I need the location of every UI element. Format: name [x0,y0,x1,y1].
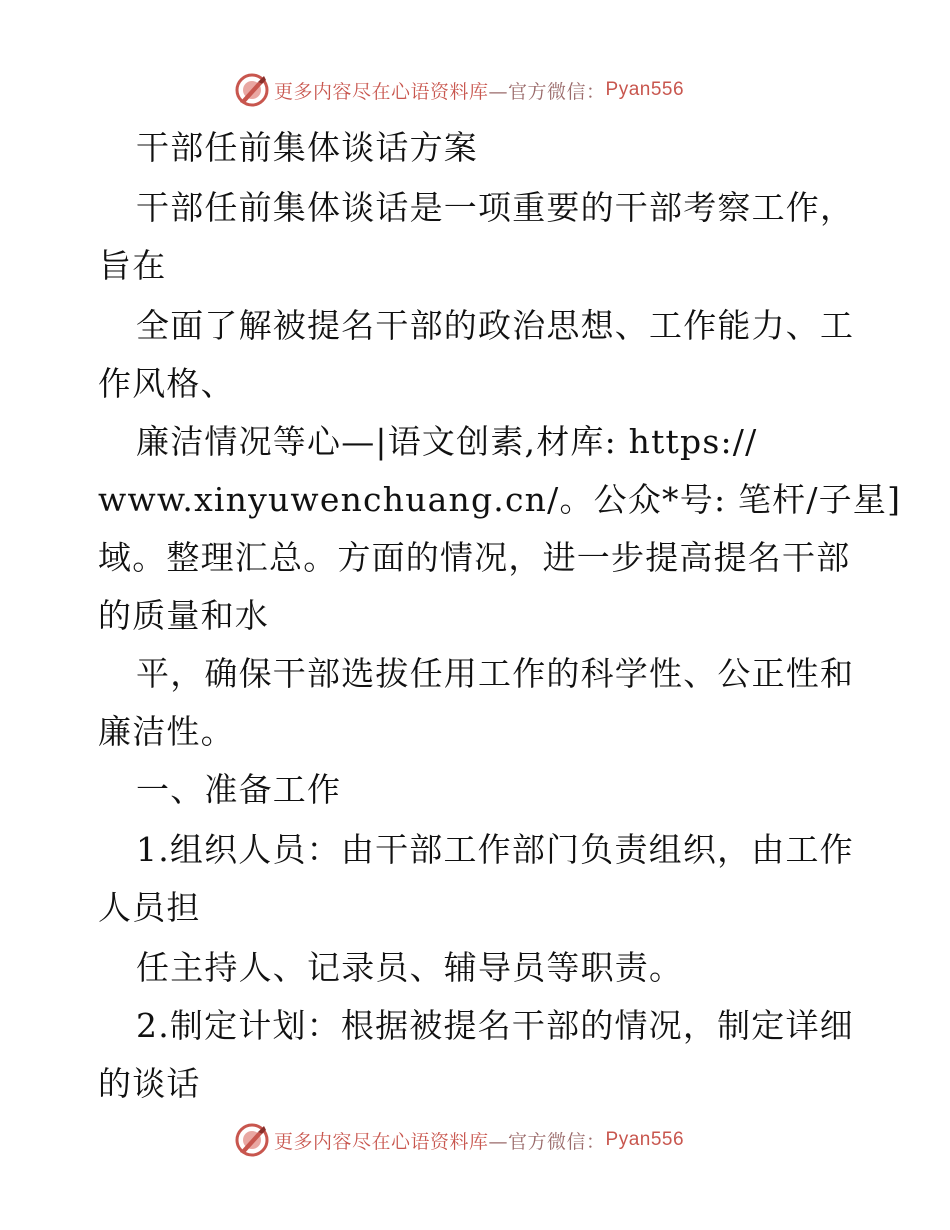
doc-line: 全面了解被提名干部的政治思想、工作能力、工 [136,306,855,345]
doc-line: www.xinyuwenchuang.cn/。公众*号: 笔杆/子星] [98,480,902,519]
doc-line: 任主持人、记录员、辅导员等职责。 [136,948,684,987]
doc-line: 2.制定计划：根据被提名干部的情况，制定详细 [136,1006,854,1045]
header-wechat-id: Pyan556 [605,79,685,100]
doc-line: 的质量和水 [98,596,269,635]
doc-line: 作风格、 [98,364,235,403]
header-watermark [234,72,714,108]
doc-line: 域。整理汇总。方面的情况，进一步提高提名干部 [98,538,851,577]
footer-brand-text: 更多内容尽在心语资料库 [274,1130,489,1153]
doc-title: 干部任前集体谈话方案 [136,128,478,167]
doc-line: 廉洁性。 [98,712,235,751]
pen-logo-icon [234,72,270,108]
doc-line: 人员担 [98,888,201,927]
doc-line: 干部任前集体谈话是一项重要的干部考察工作， [136,188,855,227]
header-wechat-label: —官方微信： [488,80,606,103]
doc-line: 平，确保干部选拔任用工作的科学性、公正性和 [136,654,855,693]
section-heading: 一、准备工作 [136,770,342,809]
footer-watermark [234,1122,714,1158]
footer-wechat-label: —官方微信： [488,1130,606,1153]
header-brand-text: 更多内容尽在心语资料库 [274,80,489,103]
doc-line: 1.组织人员：由干部工作部门负责组织，由工作 [136,830,854,869]
doc-line: 的谈话 [98,1064,201,1103]
doc-line: 旨在 [98,246,167,285]
footer-wechat-id: Pyan556 [605,1129,685,1150]
pen-logo-icon [234,1122,270,1158]
doc-line: 廉洁情况等心—|语文创素,材库: https:// [136,422,758,461]
